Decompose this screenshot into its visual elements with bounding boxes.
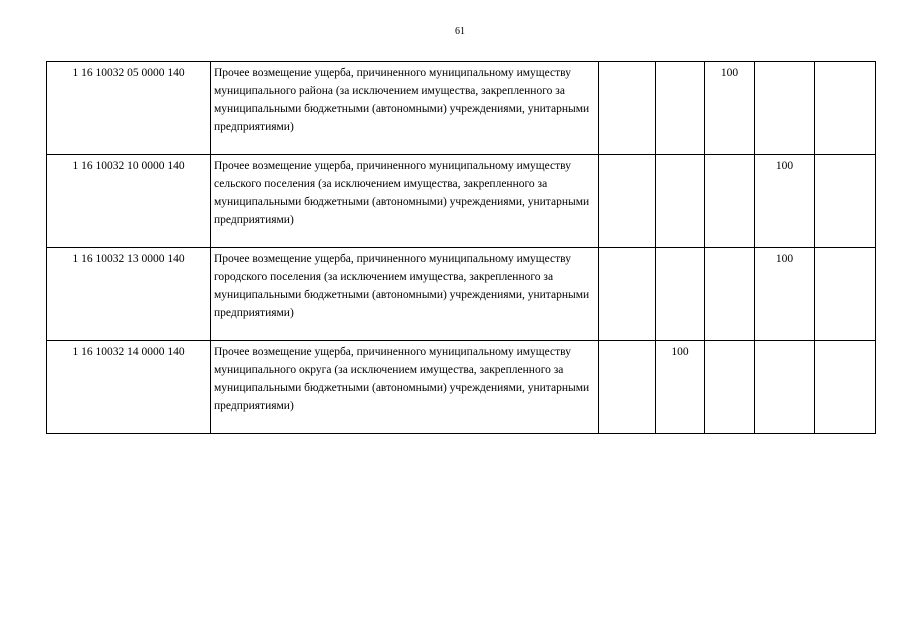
page-number: 61 <box>455 26 465 37</box>
table-row <box>47 248 876 341</box>
share-cell <box>705 341 755 434</box>
budget-classification-code: 1 16 10032 14 0000 140 <box>47 341 211 434</box>
table-row <box>47 341 876 434</box>
revenue-distribution-table <box>46 61 876 434</box>
share-cell: 100 <box>755 248 815 341</box>
share-cell <box>815 62 876 155</box>
share-cell: 100 <box>656 341 705 434</box>
share-cell <box>705 155 755 248</box>
share-cell <box>599 155 656 248</box>
share-cell: 100 <box>705 62 755 155</box>
table-row <box>47 62 876 155</box>
share-cell <box>815 155 876 248</box>
share-cell <box>656 62 705 155</box>
budget-classification-code: 1 16 10032 05 0000 140 <box>47 62 211 155</box>
share-cell <box>599 62 656 155</box>
share-cell <box>599 248 656 341</box>
share-cell <box>599 341 656 434</box>
share-cell <box>656 155 705 248</box>
share-cell: 100 <box>755 155 815 248</box>
share-cell <box>815 248 876 341</box>
revenue-name: Прочее возмещение ущерба, причиненного муниципальному имуществу городского поселения (за исключением имущества, закрепленного за муниципальными бюджетными (автономными) учреждениями, унитарными предприятиями) <box>211 248 599 341</box>
budget-classification-code: 1 16 10032 10 0000 140 <box>47 155 211 248</box>
share-cell <box>705 248 755 341</box>
share-cell <box>755 62 815 155</box>
revenue-name: Прочее возмещение ущерба, причиненного муниципальному имуществу муниципального округа (за исключением имущества, закрепленного за муниципальными бюджетными (автономными) учреждениями, унитарными предприятиями) <box>211 341 599 434</box>
budget-classification-code: 1 16 10032 13 0000 140 <box>47 248 211 341</box>
share-cell <box>755 341 815 434</box>
share-cell <box>815 341 876 434</box>
share-cell <box>656 248 705 341</box>
revenue-name: Прочее возмещение ущерба, причиненного муниципальному имуществу сельского поселения (за исключением имущества, закрепленного за муниципальными бюджетными (автономными) учреждениями, унитарными предприятиями) <box>211 155 599 248</box>
table-row <box>47 155 876 248</box>
revenue-name: Прочее возмещение ущерба, причиненного муниципальному имуществу муниципального района (за исключением имущества, закрепленного за муниципальными бюджетными (автономными) учреждениями, унитарными предприятиями) <box>211 62 599 155</box>
